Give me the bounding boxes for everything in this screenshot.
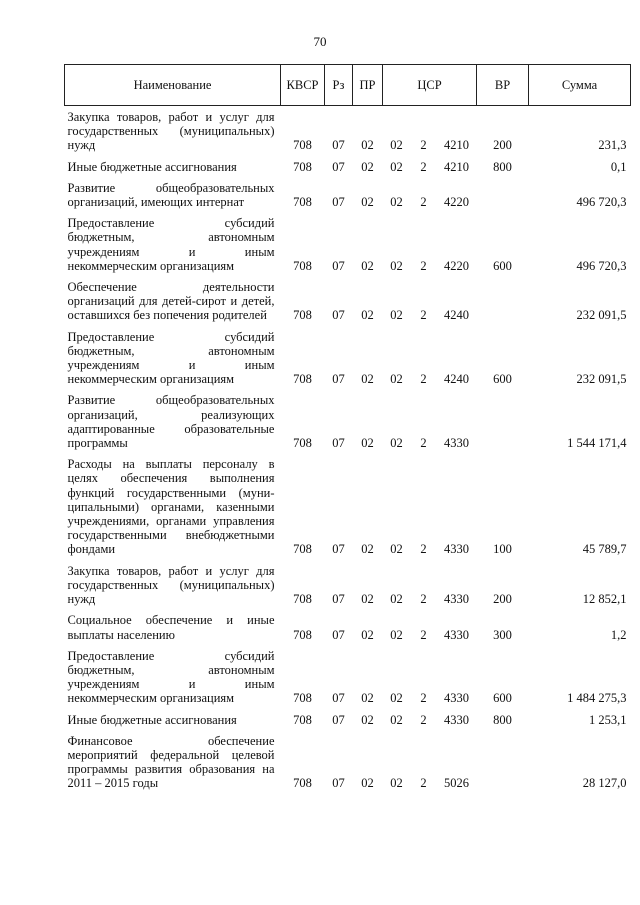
sum-cell: 45 789,7 <box>582 542 627 557</box>
kvsr-cell: 708 <box>293 308 312 323</box>
vr-cell: 200 <box>493 592 512 607</box>
csr-part3-cell: 4220 <box>444 258 469 273</box>
csr-part1-cell: 02 <box>390 195 403 210</box>
row-name-cell: Развитие общеобразовательных организаций, имеющих интернат <box>67 180 275 210</box>
sum-cell: 1,2 <box>610 627 627 642</box>
pr-cell: 02 <box>361 308 374 323</box>
csr-part1-cell: 02 <box>390 436 403 451</box>
pr-cell: 02 <box>361 592 374 607</box>
sum-cell: 28 127,0 <box>582 776 627 791</box>
sum-cell: 231,3 <box>598 138 627 153</box>
kvsr-cell: 708 <box>293 542 312 557</box>
row-name-cell: Предоставление субсидий бюджетным, автономным учреждениям и иным некоммерческим организациям <box>67 648 275 706</box>
sum-cell: 232 091,5 <box>576 372 627 387</box>
header-sum: Сумма <box>529 65 631 106</box>
header-csr: ЦСР <box>383 65 477 106</box>
vr-cell <box>477 730 529 794</box>
row-name-cell: Закупка товаров, работ и услуг для государственных (муниципальных) нужд <box>67 563 275 607</box>
kvsr-cell: 708 <box>293 258 312 273</box>
row-name-cell: Закупка товаров, работ и услуг для государственных (муниципальных) нужд <box>67 110 275 153</box>
pr-cell: 02 <box>361 712 374 727</box>
rz-cell: 07 <box>332 195 345 210</box>
row-name-cell: Предоставление субсидий бюджетным, автономным учреждениям и иным некоммерческим организациям <box>67 329 275 387</box>
csr-part3-cell: 4210 <box>444 138 469 153</box>
pr-cell: 02 <box>361 691 374 706</box>
pr-cell: 02 <box>361 258 374 273</box>
table-row <box>65 730 631 794</box>
csr-part1-cell: 02 <box>390 372 403 387</box>
csr-part2-cell: 2 <box>420 138 427 153</box>
table-body <box>65 106 631 794</box>
csr-part2-cell: 2 <box>420 691 427 706</box>
table-row <box>65 276 631 326</box>
sum-cell: 1 544 171,4 <box>567 436 627 451</box>
vr-cell: 600 <box>493 691 512 706</box>
csr-part3-cell: 4330 <box>444 712 469 727</box>
row-name-cell: Расходы на выплаты персоналу в целях обеспечения выполнения функций государственными (муни-ципальными) органами, казенными учреждениями, органами управления государственными внебюджетными фондами <box>67 457 275 557</box>
header-name: Наименование <box>65 65 281 106</box>
csr-part3-cell: 4330 <box>444 542 469 557</box>
pr-cell: 02 <box>361 195 374 210</box>
kvsr-cell: 708 <box>293 372 312 387</box>
rz-cell: 07 <box>332 691 345 706</box>
csr-part2-cell: 2 <box>420 627 427 642</box>
table-row <box>65 389 631 453</box>
vr-cell: 800 <box>493 712 512 727</box>
kvsr-cell: 708 <box>293 436 312 451</box>
table-row <box>65 709 631 730</box>
vr-cell <box>477 389 529 453</box>
table-row <box>65 156 631 177</box>
csr-part3-cell: 4330 <box>444 592 469 607</box>
csr-part3-cell: 4210 <box>444 159 469 174</box>
budget-table <box>64 64 631 794</box>
row-name-cell: Развитие общеобразовательных организаций, реализующих адаптированные образовательные программы <box>67 393 275 451</box>
sum-cell: 12 852,1 <box>582 592 627 607</box>
pr-cell: 02 <box>361 776 374 791</box>
csr-part1-cell: 02 <box>390 776 403 791</box>
table-row <box>65 645 631 709</box>
sum-cell: 0,1 <box>610 159 627 174</box>
row-name-cell: Социальное обеспечение и иные выплаты населению <box>67 613 275 642</box>
csr-part3-cell: 4240 <box>444 372 469 387</box>
kvsr-cell: 708 <box>293 691 312 706</box>
rz-cell: 07 <box>332 436 345 451</box>
csr-part3-cell: 4330 <box>444 691 469 706</box>
vr-cell <box>477 276 529 326</box>
vr-cell: 600 <box>493 258 512 273</box>
csr-part2-cell: 2 <box>420 712 427 727</box>
rz-cell: 07 <box>332 308 345 323</box>
table-row <box>65 212 631 276</box>
csr-part1-cell: 02 <box>390 542 403 557</box>
row-name-cell: Финансовое обеспечение мероприятий федеральной целевой программы развития образования на 2011 – 2015 годы <box>67 733 275 791</box>
header-rz: Рз <box>325 65 353 106</box>
kvsr-cell: 708 <box>293 712 312 727</box>
csr-part2-cell: 2 <box>420 436 427 451</box>
table-row <box>65 609 631 644</box>
rz-cell: 07 <box>332 627 345 642</box>
csr-part2-cell: 2 <box>420 592 427 607</box>
csr-part3-cell: 4220 <box>444 195 469 210</box>
table-row <box>65 326 631 390</box>
sum-cell: 1 253,1 <box>589 712 627 727</box>
vr-cell: 200 <box>493 138 512 153</box>
csr-part2-cell: 2 <box>420 159 427 174</box>
table-row <box>65 177 631 212</box>
csr-part3-cell: 4240 <box>444 308 469 323</box>
row-name-cell: Иные бюджетные ассигнования <box>67 712 237 727</box>
header-pr: ПР <box>353 65 383 106</box>
csr-part1-cell: 02 <box>390 138 403 153</box>
csr-part2-cell: 2 <box>420 195 427 210</box>
vr-cell: 300 <box>493 627 512 642</box>
csr-part1-cell: 02 <box>390 308 403 323</box>
table-row <box>65 106 631 156</box>
csr-part2-cell: 2 <box>420 372 427 387</box>
rz-cell: 07 <box>332 372 345 387</box>
table-row <box>65 453 631 559</box>
pr-cell: 02 <box>361 372 374 387</box>
rz-cell: 07 <box>332 776 345 791</box>
vr-cell: 800 <box>493 159 512 174</box>
row-name-cell: Обеспечение деятельности организаций для детей-сирот и детей, оставшихся без попечения родителей <box>67 280 275 323</box>
sum-cell: 1 484 275,3 <box>567 691 627 706</box>
rz-cell: 07 <box>332 138 345 153</box>
vr-cell: 600 <box>493 372 512 387</box>
csr-part1-cell: 02 <box>390 712 403 727</box>
row-name-cell: Иные бюджетные ассигнования <box>67 159 237 174</box>
kvsr-cell: 708 <box>293 138 312 153</box>
sum-cell: 496 720,3 <box>576 195 627 210</box>
rz-cell: 07 <box>332 258 345 273</box>
rz-cell: 07 <box>332 542 345 557</box>
csr-part2-cell: 2 <box>420 542 427 557</box>
rz-cell: 07 <box>332 592 345 607</box>
header-kvsr: КВСР <box>281 65 325 106</box>
table-row <box>65 560 631 610</box>
csr-part1-cell: 02 <box>390 592 403 607</box>
sum-cell: 496 720,3 <box>576 258 627 273</box>
csr-part1-cell: 02 <box>390 258 403 273</box>
vr-cell <box>477 177 529 212</box>
pr-cell: 02 <box>361 159 374 174</box>
rz-cell: 07 <box>332 159 345 174</box>
kvsr-cell: 708 <box>293 592 312 607</box>
csr-part1-cell: 02 <box>390 627 403 642</box>
row-name-cell: Предоставление субсидий бюджетным, автономным учреждениям и иным некоммерческим организациям <box>67 216 275 273</box>
page-number: 70 <box>313 34 327 49</box>
kvsr-cell: 708 <box>293 627 312 642</box>
pr-cell: 02 <box>361 138 374 153</box>
csr-part2-cell: 2 <box>420 308 427 323</box>
pr-cell: 02 <box>361 627 374 642</box>
csr-part1-cell: 02 <box>390 159 403 174</box>
table-header-row <box>65 65 631 106</box>
csr-part3-cell: 4330 <box>444 627 469 642</box>
kvsr-cell: 708 <box>293 776 312 791</box>
sum-cell: 232 091,5 <box>576 308 627 323</box>
rz-cell: 07 <box>332 712 345 727</box>
pr-cell: 02 <box>361 542 374 557</box>
header-vr: ВР <box>477 65 529 106</box>
csr-part3-cell: 4330 <box>444 436 469 451</box>
csr-part1-cell: 02 <box>390 691 403 706</box>
pr-cell: 02 <box>361 436 374 451</box>
kvsr-cell: 708 <box>293 195 312 210</box>
csr-part2-cell: 2 <box>420 258 427 273</box>
csr-part2-cell: 2 <box>420 776 427 791</box>
kvsr-cell: 708 <box>293 159 312 174</box>
csr-part3-cell: 5026 <box>444 776 469 791</box>
vr-cell: 100 <box>493 542 512 557</box>
